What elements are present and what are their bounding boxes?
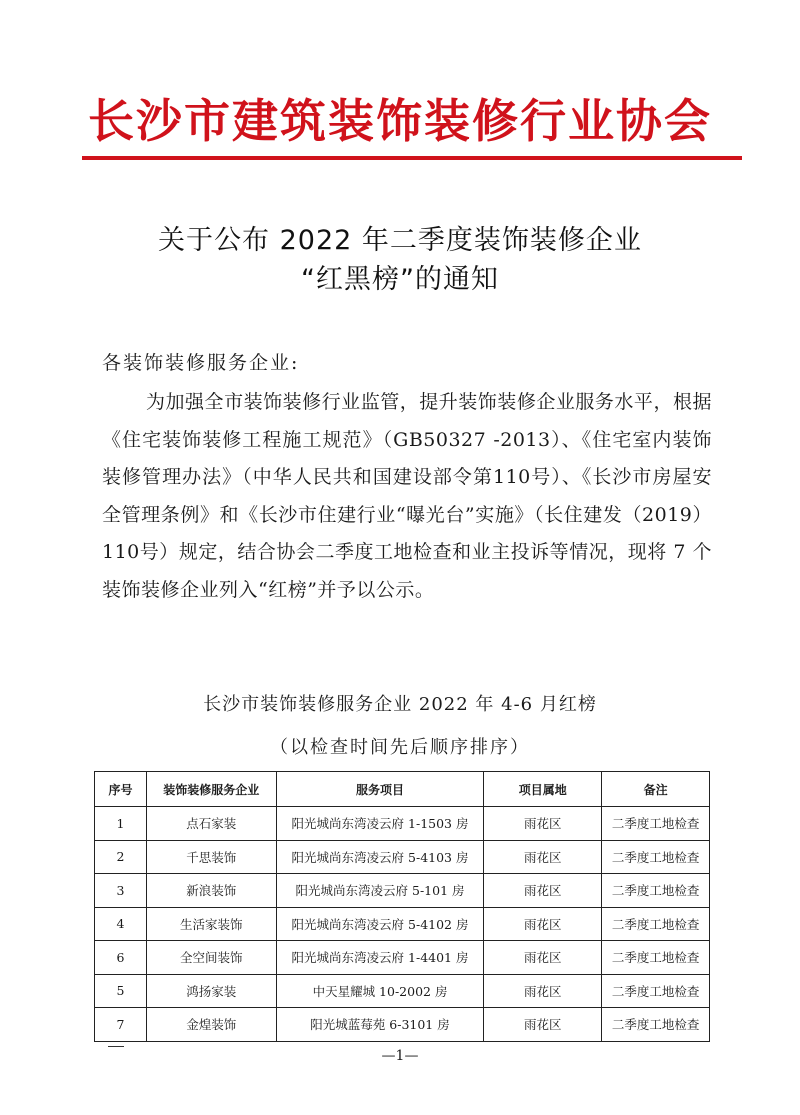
table-header-row bbox=[95, 772, 710, 807]
body-paragraph: 为加强全市装饰装修行业监管，提升装饰装修企业服务水平，根据《住宅装饰装修工程施工规范》（GB50327 -2013）、《住宅室内装饰装修管理办法》（中华人民共和国建设部令第110号）、《长沙市房屋安全管理条例》和《长沙市住建行业“曝光台”实施》（长住建发（2019）110号）规定，结合协会二季度工地检查和业主投诉等情况，现将 7 个装饰装修企业列入“红榜”并予以公示。 bbox=[102, 391, 712, 601]
table-row bbox=[95, 840, 710, 874]
masthead-red-rule bbox=[82, 156, 742, 160]
cell-company: 新浪装饰 bbox=[146, 874, 276, 908]
table-subcaption: （以检查时间先后顺序排序） bbox=[270, 737, 530, 758]
table-row bbox=[95, 974, 710, 1008]
column-header-district: 项目属地 bbox=[484, 772, 602, 807]
table-row bbox=[95, 907, 710, 941]
column-header-note: 备注 bbox=[602, 772, 710, 807]
table-row bbox=[95, 874, 710, 908]
salutation: 各装饰装修服务企业: bbox=[102, 352, 300, 374]
cell-note: 二季度工地检查 bbox=[602, 907, 710, 941]
cell-no: 7 bbox=[95, 1008, 147, 1042]
cell-note: 二季度工地检查 bbox=[602, 941, 710, 975]
cell-district: 雨花区 bbox=[484, 874, 602, 908]
table-row bbox=[95, 941, 710, 975]
cell-company: 点石家装 bbox=[146, 807, 276, 841]
notice-title-line1: 关于公布 2022 年二季度装饰装修企业 bbox=[158, 225, 642, 256]
cell-company: 全空间装饰 bbox=[146, 941, 276, 975]
cell-company: 鸿扬家装 bbox=[146, 974, 276, 1008]
cell-no: 2 bbox=[95, 840, 147, 874]
cell-project: 阳光城尚东湾凌云府 1-4401 房 bbox=[276, 941, 484, 975]
cell-company: 生活家装饰 bbox=[146, 907, 276, 941]
cell-note: 二季度工地检查 bbox=[602, 974, 710, 1008]
cell-district: 雨花区 bbox=[484, 941, 602, 975]
cell-no: 3 bbox=[95, 874, 147, 908]
cell-company: 金煌装饰 bbox=[146, 1008, 276, 1042]
notice-title-line2: “红黑榜”的通知 bbox=[301, 264, 499, 295]
cell-no: 1 bbox=[95, 807, 147, 841]
red-list-table bbox=[94, 771, 710, 1042]
cell-no: 5 bbox=[95, 974, 147, 1008]
cell-project: 阳光城尚东湾凌云府 5-4103 房 bbox=[276, 840, 484, 874]
footer-left-mark bbox=[108, 1046, 124, 1047]
cell-no: 6 bbox=[95, 941, 147, 975]
column-header-project: 服务项目 bbox=[276, 772, 484, 807]
cell-district: 雨花区 bbox=[484, 907, 602, 941]
cell-district: 雨花区 bbox=[484, 840, 602, 874]
column-header-company: 装饰装修服务企业 bbox=[146, 772, 276, 807]
cell-note: 二季度工地检查 bbox=[602, 840, 710, 874]
cell-note: 二季度工地检查 bbox=[602, 1008, 710, 1042]
cell-project: 阳光城尚东湾凌云府 5-4102 房 bbox=[276, 907, 484, 941]
cell-district: 雨花区 bbox=[484, 974, 602, 1008]
cell-project: 阳光城尚东湾凌云府 1-1503 房 bbox=[276, 807, 484, 841]
cell-company: 千思装饰 bbox=[146, 840, 276, 874]
table-row bbox=[95, 807, 710, 841]
column-header-no: 序号 bbox=[95, 772, 147, 807]
cell-note: 二季度工地检查 bbox=[602, 807, 710, 841]
cell-note: 二季度工地检查 bbox=[602, 874, 710, 908]
cell-project: 阳光城蓝莓苑 6-3101 房 bbox=[276, 1008, 484, 1042]
table-caption: 长沙市装饰装修服务企业 2022 年 4-6 月红榜 bbox=[203, 694, 597, 715]
cell-project: 阳光城尚东湾凌云府 5-101 房 bbox=[276, 874, 484, 908]
cell-district: 雨花区 bbox=[484, 1008, 602, 1042]
cell-project: 中天星耀城 10-2002 房 bbox=[276, 974, 484, 1008]
organization-masthead: 长沙市建筑装饰装修行业协会 bbox=[88, 94, 712, 148]
cell-district: 雨花区 bbox=[484, 807, 602, 841]
table-row bbox=[95, 1008, 710, 1042]
cell-no: 4 bbox=[95, 907, 147, 941]
page-number: —1— bbox=[381, 1048, 419, 1064]
